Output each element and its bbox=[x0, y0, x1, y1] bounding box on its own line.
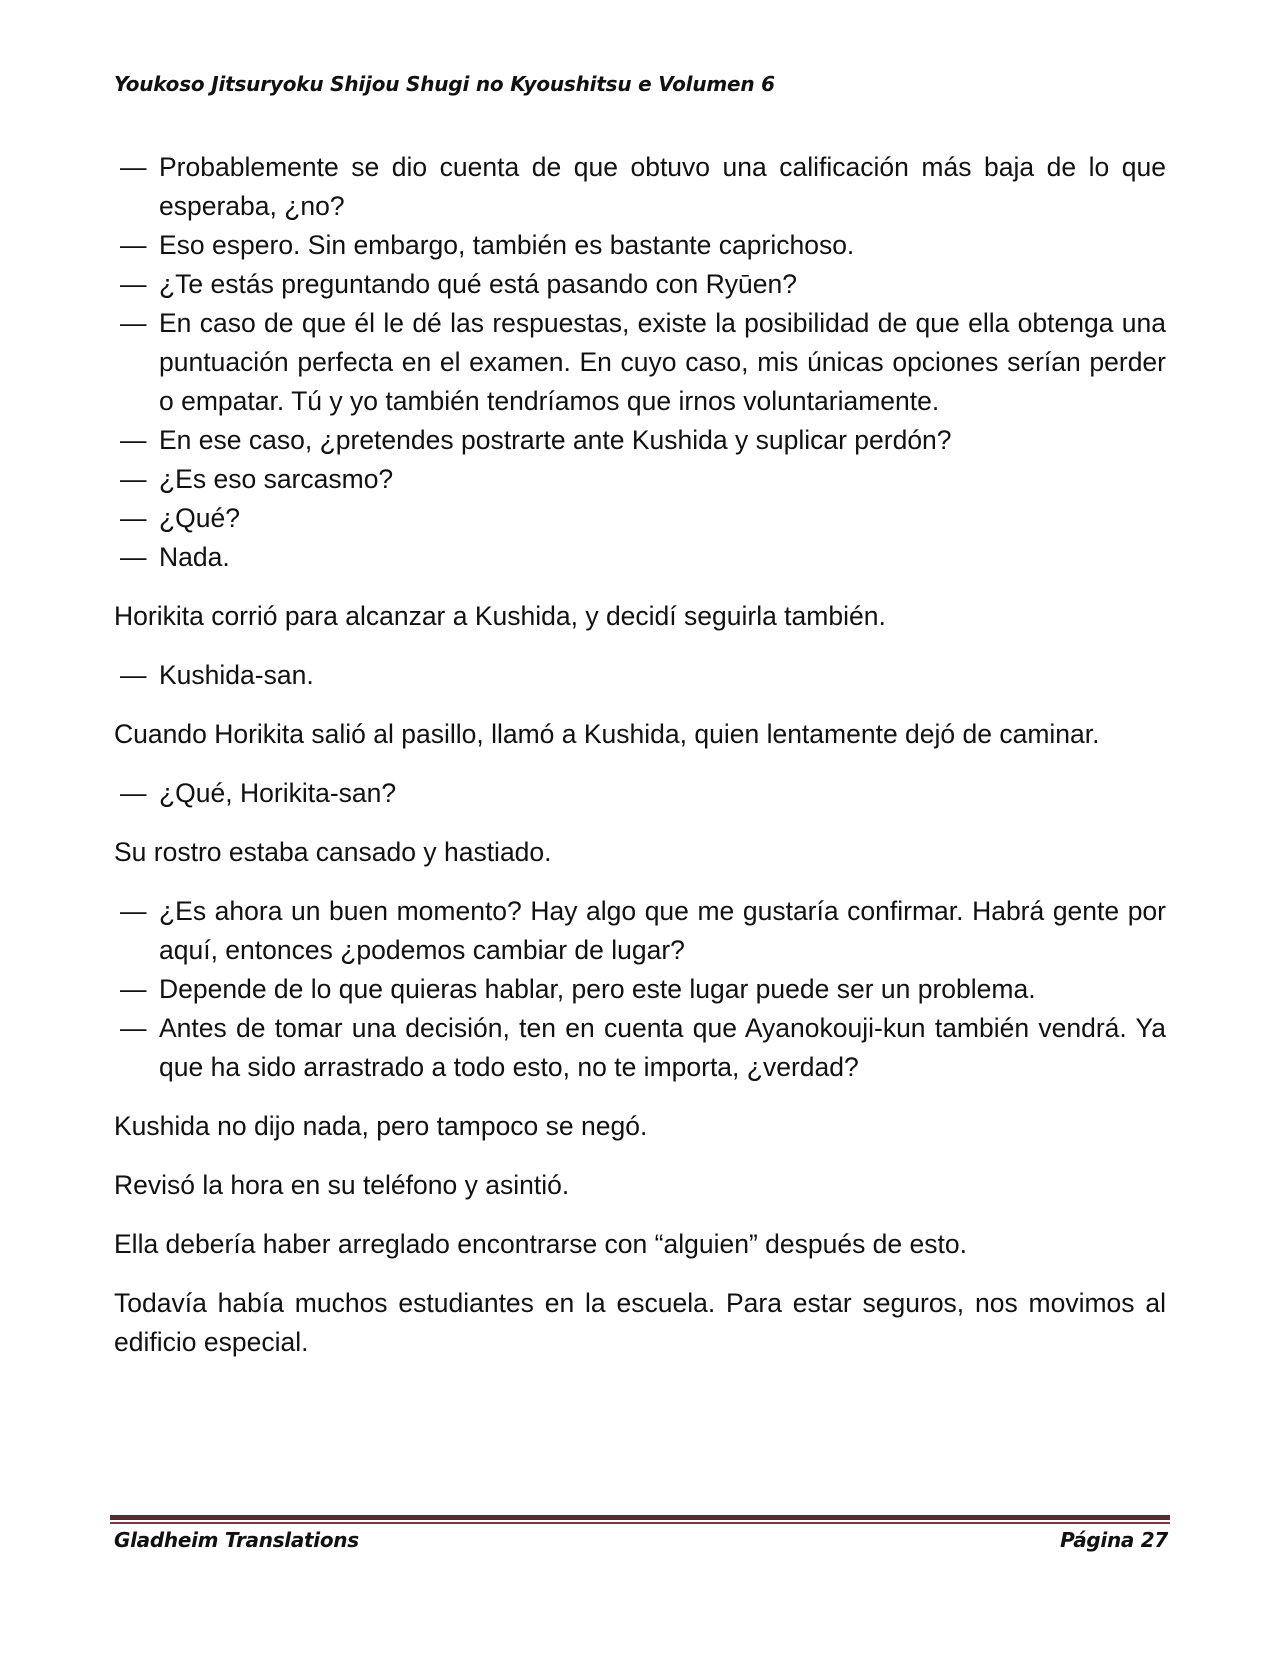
em-dash: — bbox=[120, 152, 147, 182]
dialogue-line bbox=[114, 460, 1166, 499]
em-dash: — bbox=[120, 778, 147, 808]
dialogue-text: En caso de que él le dé las respuestas, existe la posibilidad de que ella obtenga una puntuación perfecta en el examen. En cuyo caso, mis únicas opciones serían perder o empatar. Tú y yo también tendríamos que irnos voluntariamente. bbox=[159, 308, 1166, 416]
page-content bbox=[114, 148, 1166, 1382]
narration-paragraph: Todavía había muchos estudiantes en la escuela. Para estar seguros, nos movimos al edificio especial. bbox=[114, 1288, 1166, 1357]
dialogue-block bbox=[114, 148, 1166, 577]
em-dash: — bbox=[120, 660, 147, 690]
narration-paragraph: Ella debería haber arreglado encontrarse con “alguien” después de esto. bbox=[114, 1229, 967, 1259]
dialogue-line bbox=[114, 774, 1166, 813]
em-dash: — bbox=[120, 542, 147, 572]
dialogue-text: ¿Qué, Horikita-san? bbox=[159, 778, 397, 808]
dialogue-line bbox=[114, 421, 1166, 460]
narration-paragraph: Su rostro estaba cansado y hastiado. bbox=[114, 837, 552, 867]
dialogue-line bbox=[114, 656, 1166, 695]
dialogue-line bbox=[114, 148, 1166, 226]
dialogue-text: Kushida-san. bbox=[159, 660, 314, 690]
em-dash: — bbox=[120, 425, 147, 455]
dialogue-text: Probablemente se dio cuenta de que obtuvo una calificación más baja de lo que esperaba, ¿no? bbox=[159, 152, 1166, 221]
em-dash: — bbox=[120, 503, 147, 533]
footer-divider-thin bbox=[110, 1522, 1170, 1524]
dialogue-line bbox=[114, 538, 1166, 577]
dialogue-line bbox=[114, 226, 1166, 265]
dialogue-text: Eso espero. Sin embargo, también es bastante caprichoso. bbox=[159, 230, 855, 260]
em-dash: — bbox=[120, 896, 147, 926]
footer-page-number: Página 27 bbox=[1060, 1528, 1168, 1552]
em-dash: — bbox=[120, 974, 147, 1004]
dialogue-text: Depende de lo que quieras hablar, pero este lugar puede ser un problema. bbox=[159, 974, 1036, 1004]
em-dash: — bbox=[120, 1013, 147, 1043]
dialogue-line bbox=[114, 499, 1166, 538]
dialogue-text: Antes de tomar una decisión, ten en cuenta que Ayanokouji-kun también vendrá. Ya que ha sido arrastrado a todo esto, no te importa, ¿verdad? bbox=[159, 1013, 1166, 1082]
dialogue-text: ¿Es eso sarcasmo? bbox=[159, 464, 394, 494]
narration-paragraph: Horikita corrió para alcanzar a Kushida, y decidí seguirla también. bbox=[114, 601, 886, 631]
dialogue-block bbox=[114, 892, 1166, 1087]
dialogue-text: ¿Qué? bbox=[159, 503, 241, 533]
narration-paragraph: Revisó la hora en su teléfono y asintió. bbox=[114, 1170, 570, 1200]
footer-divider bbox=[110, 1515, 1170, 1520]
narration-paragraph: Kushida no dijo nada, pero tampoco se negó. bbox=[114, 1111, 648, 1141]
dialogue-line bbox=[114, 970, 1166, 1009]
dialogue-block bbox=[114, 774, 1166, 813]
dialogue-text: Nada. bbox=[159, 542, 230, 572]
footer-translator-credit: Gladheim Translations bbox=[114, 1528, 359, 1552]
dialogue-text: ¿Te estás preguntando qué está pasando con Ryūen? bbox=[159, 269, 797, 299]
dialogue-line bbox=[114, 1009, 1166, 1087]
dialogue-text: En ese caso, ¿pretendes postrarte ante Kushida y suplicar perdón? bbox=[159, 425, 952, 455]
dialogue-block bbox=[114, 656, 1166, 695]
em-dash: — bbox=[120, 464, 147, 494]
dialogue-line bbox=[114, 265, 1166, 304]
dialogue-line bbox=[114, 892, 1166, 970]
dialogue-text: ¿Es ahora un buen momento? Hay algo que me gustaría confirmar. Habrá gente por aquí, entonces ¿podemos cambiar de lugar? bbox=[159, 896, 1166, 965]
em-dash: — bbox=[120, 230, 147, 260]
narration-paragraph: Cuando Horikita salió al pasillo, llamó a Kushida, quien lentamente dejó de caminar. bbox=[114, 719, 1100, 749]
dialogue-line bbox=[114, 304, 1166, 421]
page-header-title: Youkoso Jitsuryoku Shijou Shugi no Kyoushitsu e Volumen 6 bbox=[114, 72, 775, 96]
em-dash: — bbox=[120, 269, 147, 299]
em-dash: — bbox=[120, 308, 147, 338]
